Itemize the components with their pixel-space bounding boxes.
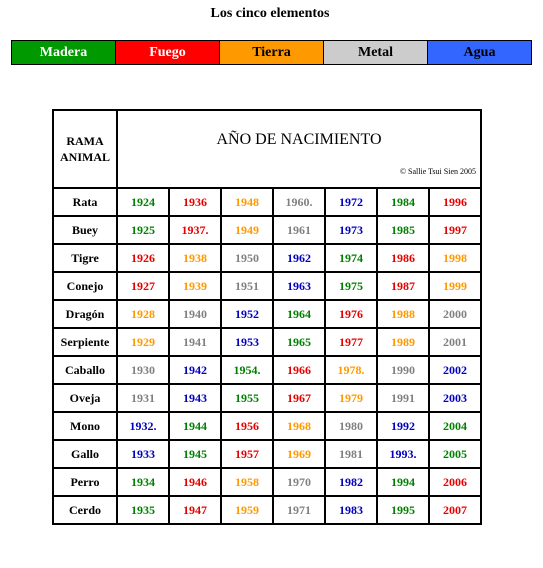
animal-name: Perro <box>53 468 117 496</box>
year-cell: 1985 <box>377 216 429 244</box>
year-cell: 1961 <box>273 216 325 244</box>
year-cell: 1977 <box>325 328 377 356</box>
year-cell: 1944 <box>169 412 221 440</box>
year-cell: 1999 <box>429 272 481 300</box>
year-cell: 1956 <box>221 412 273 440</box>
year-cell: 1936 <box>169 188 221 216</box>
table-row <box>53 356 481 384</box>
year-cell: 1972 <box>325 188 377 216</box>
year-cell: 1925 <box>117 216 169 244</box>
year-cell: 1946 <box>169 468 221 496</box>
year-cell: 1962 <box>273 244 325 272</box>
year-cell: 1989 <box>377 328 429 356</box>
header-rama-animal <box>53 110 117 188</box>
year-cell: 1998 <box>429 244 481 272</box>
table-row <box>53 216 481 244</box>
year-cell: 1935 <box>117 496 169 524</box>
year-cell: 1955 <box>221 384 273 412</box>
page-title: Los cinco elementos <box>210 6 330 21</box>
year-cell: 1924 <box>117 188 169 216</box>
year-cell: 1937. <box>169 216 221 244</box>
year-cell: 1948 <box>221 188 273 216</box>
year-cell: 1958 <box>221 468 273 496</box>
table-row <box>53 412 481 440</box>
year-cell: 1992 <box>377 412 429 440</box>
year-cell: 2004 <box>429 412 481 440</box>
year-cell: 1932. <box>117 412 169 440</box>
year-cell: 1978. <box>325 356 377 384</box>
animal-name: Buey <box>53 216 117 244</box>
year-cell: 1963 <box>273 272 325 300</box>
year-cell: 1951 <box>221 272 273 300</box>
year-cell: 1997 <box>429 216 481 244</box>
year-cell: 1995 <box>377 496 429 524</box>
year-cell: 1976 <box>325 300 377 328</box>
legend-agua: Agua <box>428 41 531 64</box>
year-cell: 2005 <box>429 440 481 468</box>
animal-name: Dragón <box>53 300 117 328</box>
table-row <box>53 328 481 356</box>
legend-fuego: Fuego <box>116 41 220 64</box>
year-cell: 1927 <box>117 272 169 300</box>
year-cell: 1939 <box>169 272 221 300</box>
year-cell: 1938 <box>169 244 221 272</box>
animal-name: Gallo <box>53 440 117 468</box>
year-cell: 1983 <box>325 496 377 524</box>
year-cell: 1966 <box>273 356 325 384</box>
year-cell: 1960. <box>273 188 325 216</box>
year-cell: 1973 <box>325 216 377 244</box>
year-cell: 1933 <box>117 440 169 468</box>
table-header-row <box>53 110 481 188</box>
year-cell: 1965 <box>273 328 325 356</box>
year-cell: 1988 <box>377 300 429 328</box>
year-cell: 1990 <box>377 356 429 384</box>
year-cell: 2002 <box>429 356 481 384</box>
year-cell: 1931 <box>117 384 169 412</box>
year-cell: 1986 <box>377 244 429 272</box>
legend-madera: Madera <box>12 41 116 64</box>
year-cell: 1947 <box>169 496 221 524</box>
table-row <box>53 496 481 524</box>
year-cell: 1941 <box>169 328 221 356</box>
copyright-note: © Sallie Tsui Sien 2005 <box>399 167 476 176</box>
animal-name: Tigre <box>53 244 117 272</box>
header-rama-line2: ANIMAL <box>60 150 110 164</box>
year-cell: 2006 <box>429 468 481 496</box>
year-cell: 1945 <box>169 440 221 468</box>
year-cell: 2003 <box>429 384 481 412</box>
year-cell: 2007 <box>429 496 481 524</box>
year-cell: 1957 <box>221 440 273 468</box>
year-cell: 1996 <box>429 188 481 216</box>
year-cell: 1949 <box>221 216 273 244</box>
table-row <box>53 384 481 412</box>
year-cell: 1964 <box>273 300 325 328</box>
table-row <box>53 300 481 328</box>
year-cell: 1934 <box>117 468 169 496</box>
table-row <box>53 272 481 300</box>
year-cell: 1984 <box>377 188 429 216</box>
year-cell: 1994 <box>377 468 429 496</box>
year-cell: 1953 <box>221 328 273 356</box>
year-cell: 1952 <box>221 300 273 328</box>
animal-name: Serpiente <box>53 328 117 356</box>
animal-name: Cerdo <box>53 496 117 524</box>
year-cell: 1969 <box>273 440 325 468</box>
year-cell: 1991 <box>377 384 429 412</box>
year-cell: 1993. <box>377 440 429 468</box>
year-cell: 1970 <box>273 468 325 496</box>
year-cell: 1987 <box>377 272 429 300</box>
header-birth-year-label: AÑO DE NACIMIENTO <box>216 131 382 148</box>
year-cell: 1928 <box>117 300 169 328</box>
table-row <box>53 244 481 272</box>
header-rama-line1: RAMA <box>66 134 104 148</box>
table-row <box>53 440 481 468</box>
header-birth-year <box>117 110 481 188</box>
year-cell: 1942 <box>169 356 221 384</box>
year-cell: 1959 <box>221 496 273 524</box>
animal-name: Conejo <box>53 272 117 300</box>
year-cell: 1982 <box>325 468 377 496</box>
year-cell: 2000 <box>429 300 481 328</box>
animal-name: Mono <box>53 412 117 440</box>
element-legend <box>11 40 532 65</box>
year-cell: 1974 <box>325 244 377 272</box>
animal-name: Oveja <box>53 384 117 412</box>
year-cell: 1971 <box>273 496 325 524</box>
year-cell: 1981 <box>325 440 377 468</box>
year-cell: 1943 <box>169 384 221 412</box>
birth-year-table <box>52 109 482 525</box>
year-cell: 1926 <box>117 244 169 272</box>
legend-metal: Metal <box>324 41 428 64</box>
table-row <box>53 188 481 216</box>
table-row <box>53 468 481 496</box>
year-cell: 1968 <box>273 412 325 440</box>
year-cell: 1979 <box>325 384 377 412</box>
legend-tierra: Tierra <box>220 41 324 64</box>
year-cell: 1940 <box>169 300 221 328</box>
year-cell: 1967 <box>273 384 325 412</box>
animal-name: Caballo <box>53 356 117 384</box>
year-cell: 1930 <box>117 356 169 384</box>
year-cell: 1980 <box>325 412 377 440</box>
animal-name: Rata <box>53 188 117 216</box>
year-cell: 1929 <box>117 328 169 356</box>
year-cell: 2001 <box>429 328 481 356</box>
year-cell: 1950 <box>221 244 273 272</box>
year-cell: 1975 <box>325 272 377 300</box>
year-cell: 1954. <box>221 356 273 384</box>
